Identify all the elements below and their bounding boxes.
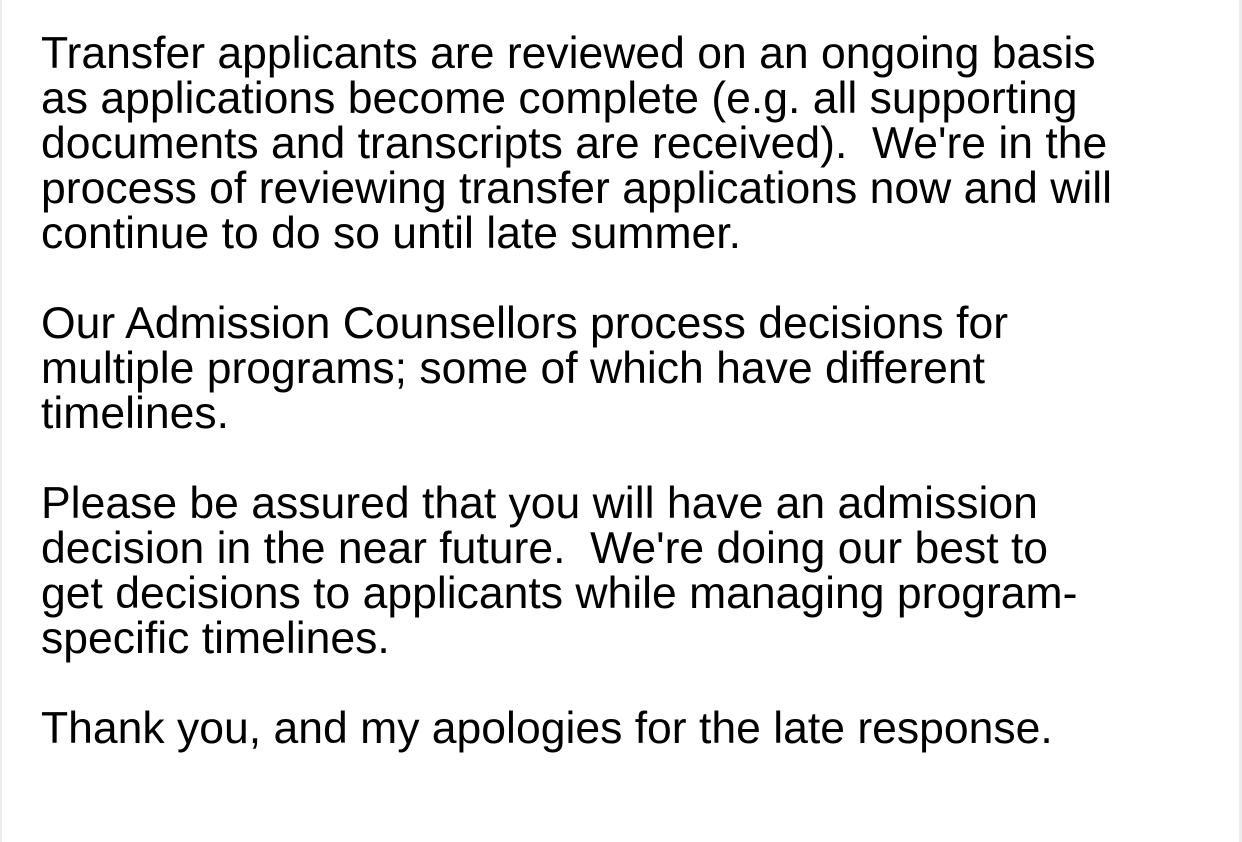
paragraph-counsellors — [41, 301, 1231, 436]
message-line: Please be assured that you will have an admission — [41, 479, 1038, 528]
message-line: Thank you, and my apologies for the late response. — [41, 704, 1053, 753]
message-line: multiple programs; some of which have different — [41, 344, 986, 393]
message-page — [2, 0, 1239, 842]
message-line: timelines. — [41, 389, 229, 438]
message-line: Transfer applicants are reviewed on an ongoing basis — [41, 29, 1096, 78]
message-line: documents and transcripts are received). We're in the — [41, 119, 1108, 168]
message-line: Our Admission Counsellors process decisions for — [41, 299, 1009, 348]
paragraph-assurance — [41, 481, 1231, 661]
message-line: as applications become complete (e.g. all supporting — [41, 74, 1078, 123]
message-line: process of reviewing transfer applications now and will — [41, 164, 1112, 213]
message-line: continue to do so until late summer. — [41, 209, 742, 258]
message-line: get decisions to applicants while managing program- — [41, 569, 1078, 618]
message-line: specific timelines. — [41, 614, 390, 663]
paragraph-transfer-review — [41, 31, 1231, 256]
paragraph-closing — [41, 706, 1231, 751]
message-line: decision in the near future. We're doing our best to — [41, 524, 1049, 573]
message-body — [41, 31, 1231, 796]
